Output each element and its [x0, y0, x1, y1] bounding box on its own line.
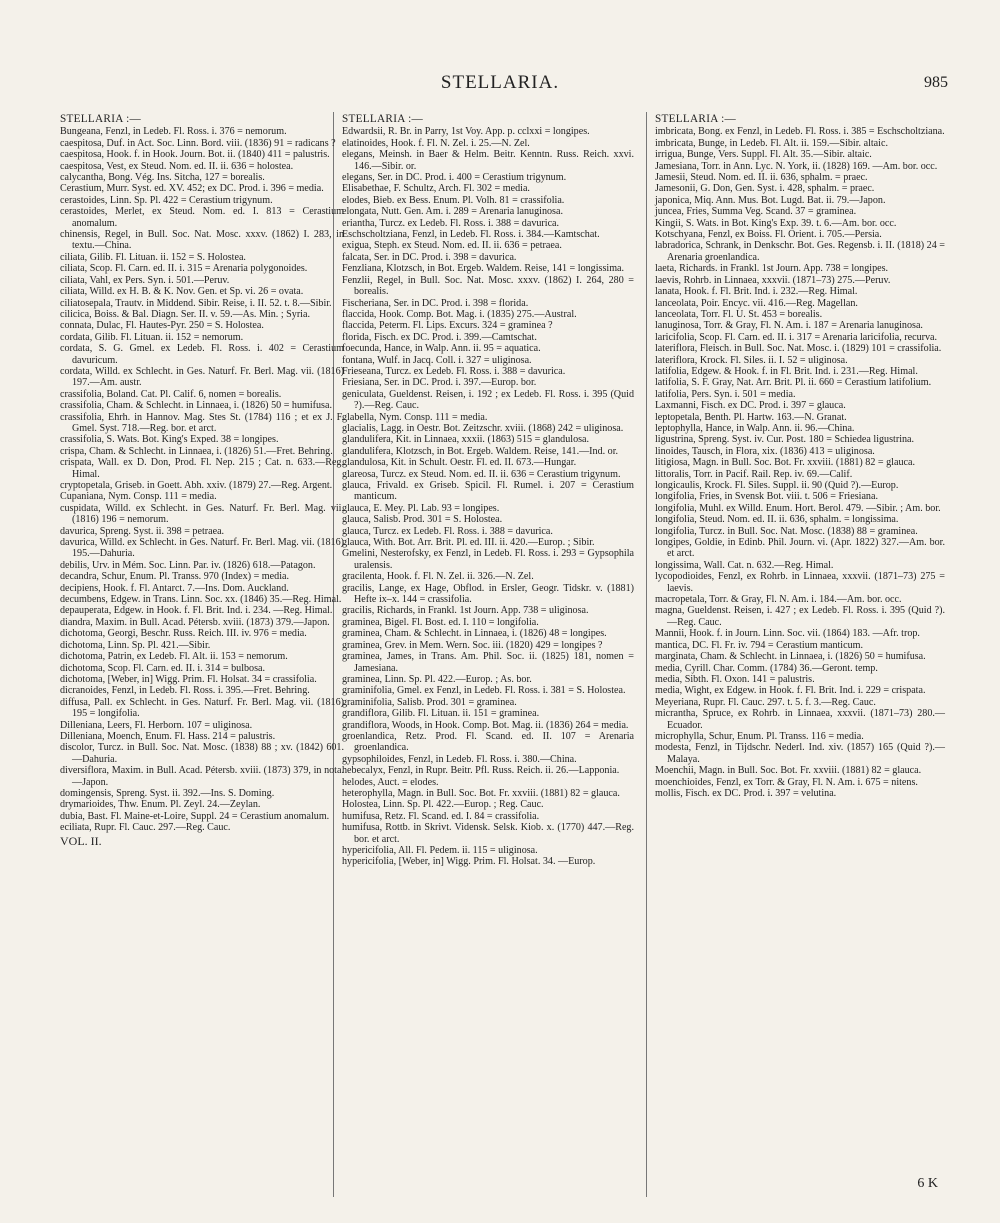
index-entry: decandra, Schur, Enum. Pl. Transs. 970 (Index) = media.: [60, 571, 289, 583]
index-entry: imbricata, Bunge, in Ledeb. Fl. Alt. ii. 159.—Sibir. altaic.: [655, 137, 888, 149]
index-entry: graminea, James, in Trans. Am. Phil. Soc. ii. (1825) 181, nomen = Jamesiana.: [342, 651, 634, 674]
index-entry: elongata, Nutt. Gen. Am. i. 289 = Arenaria lanuginosa.: [342, 206, 563, 218]
column-3: [655, 114, 945, 799]
index-entry: latifolia, S. F. Gray, Nat. Arr. Brit. Pl. ii. 660 = Cerastium latifolium.: [655, 377, 932, 389]
index-entry: glacialis, Lagg. in Oestr. Bot. Zeitzschr. xviii. (1868) 242 = uliginosa.: [342, 422, 624, 434]
index-entry: magna, Gueldenst. Reisen, i. 427 ; ex Ledeb. Fl. Ross. i. 395 (Quid ?).—Reg. Cauc.: [655, 605, 945, 628]
index-entry: glareosa, Turcz. ex Steud. Nom. ed. II. ii. 636 = Cerastium trigynum.: [342, 468, 621, 480]
index-entry: graminea, Bigel. Fl. Bost. ed. I. 110 = longifolia.: [342, 616, 539, 628]
index-entry: lycopodioides, Fenzl, ex Rohrb. in Linnaea, xxxvii. (1871–73) 275 = laevis.: [655, 571, 945, 594]
index-entry: longicaulis, Krock. Fl. Siles. Suppl. ii. 90 (Quid ?).—Europ.: [655, 480, 899, 491]
index-entry: lanceolata, Torr. Fl. U. St. 453 = borealis.: [655, 308, 823, 320]
index-entry: decipiens, Hook. f. Fl. Antarct. 7.—Ins. Dom. Auckland.: [60, 582, 289, 594]
column-2: [342, 114, 634, 868]
entry-list: [655, 126, 945, 799]
index-entry: Holostea, Linn. Sp. Pl. 422.—Europ. ; Reg. Cauc.: [342, 799, 544, 811]
index-entry: longifolia, Steud. Nom. ed. II. ii. 636, sphalm. = longissima.: [655, 514, 899, 526]
index-entry: Moenchii, Magn. in Bull. Soc. Bot. Fr. xxviii. (1881) 82 = glauca.: [655, 765, 922, 777]
index-entry: domingensis, Spreng. Syst. ii. 392.—Ins. S. Doming.: [60, 787, 275, 799]
index-entry: gracilis, Lange, ex Hage, Obflod. in Ersler, Geogr. Tidskr. v. (1881) Hefte ix–x. 144 = crassifolia.: [342, 582, 634, 606]
index-entry: crispata, Wall. ex D. Don, Prod. Fl. Nep. 215 ; Cat. n. 633.—Reg. Himal.: [60, 457, 344, 480]
index-entry: longifolia, Turcz. in Bull. Soc. Nat. Mosc. (1838) 88 = graminea.: [655, 525, 918, 537]
index-entry: glauca, Salisb. Prod. 301 = S. Holostea.: [342, 514, 503, 526]
index-entry: Fenzlii, Regel, in Bull. Soc. Nat. Mosc. xxxv. (1862) I. 264, 280 = borealis.: [342, 274, 634, 298]
index-entry: Jamesonii, G. Don, Gen. Syst. i. 428, sphalm. = praec.: [655, 183, 875, 195]
index-entry: longifolia, Fries, in Svensk Bot. viii. t. 506 = Friesiana.: [655, 491, 878, 503]
index-entry: davurica, Willd. ex Schlecht. in Ges. Naturf. Fr. Berl. Mag. vii. (1816) 195.—Dahuria.: [60, 537, 344, 560]
index-entry: dichotoma, Patrin, ex Ledeb. Fl. Alt. ii. 153 = nemorum.: [60, 651, 288, 663]
index-entry: mantica, DC. Fl. Fr. iv. 794 = Cerastium manticum.: [655, 639, 864, 651]
index-entry: elegans, Ser. in DC. Prod. i. 400 = Cerastium trigynum.: [342, 172, 567, 184]
index-entry: discolor, Turcz. in Bull. Soc. Nat. Mosc. (1838) 88 ; xv. (1842) 601.—Dahuria.: [60, 742, 344, 765]
index-entry: glandulifera, Kit. in Linnaea, xxxii. (1863) 515 = glandulosa.: [342, 434, 590, 446]
index-entry: groenlandica, Retz. Prod. Fl. Scand. ed. II. 107 = Arenaria groenlandica.: [342, 730, 634, 754]
index-entry: crassifolia, Ehrh. in Hannov. Mag. Stes St. (1784) 116 ; et ex J. F. Gmel. Syst. 718.—Reg. bor. et arct.: [60, 411, 344, 434]
index-entry: graminea, Linn. Sp. Pl. 422.—Europ. ; As. bor.: [342, 673, 532, 685]
index-entry: cuspidata, Willd. ex Schlecht. in Ges. Naturf. Fr. Berl. Mag. vii. (1816) 196 = nemorum.: [60, 502, 344, 526]
index-entry: flaccida, Peterm. Fl. Lips. Excurs. 324 = graminea ?: [342, 320, 553, 332]
index-entry: glauca, E. Mey. Pl. Lab. 93 = longipes.: [342, 502, 500, 514]
index-entry: latifolia, Edgew. & Hook. f. in Fl. Brit. Ind. i. 231.—Reg. Himal.: [655, 365, 918, 377]
index-entry: eciliata, Rupr. Fl. Cauc. 297.—Reg. Cauc.: [60, 822, 231, 834]
index-entry: caespitosa, Vest, ex Steud. Nom. ed. II. ii. 636 = holostea.: [60, 160, 294, 172]
index-entry: labradorica, Schrank, in Denkschr. Bot. Ges. Regensb. i. II. (1818) 24 = Arenaria groenlandica.: [655, 240, 945, 263]
index-entry: Bungeana, Fenzl, in Ledeb. Fl. Ross. i. 376 = nemorum.: [60, 126, 287, 138]
index-entry: juncea, Fries, Summa Veg. Scand. 37 = graminea.: [655, 206, 857, 218]
index-entry: litigiosa, Magn. in Bull. Soc. Bot. Fr. xxviii. (1881) 82 = glauca.: [655, 457, 915, 469]
index-entry: foecunda, Hance, in Walp. Ann. ii. 95 = aquatica.: [342, 343, 541, 355]
index-entry: lanuginosa, Torr. & Gray, Fl. N. Am. i. 187 = Arenaria lanuginosa.: [655, 320, 923, 332]
index-entry: dichotoma, Linn. Sp. Pl. 421.—Sibir.: [60, 639, 211, 651]
index-entry: longifolia, Muhl. ex Willd. Enum. Hort. Berol. 479. —Sibir. ; Am. bor.: [655, 502, 941, 514]
index-entry: cilicica, Boiss. & Bal. Diagn. Ser. II. v. 59.—As. Min. ; Syria.: [60, 308, 310, 320]
column-1: [60, 114, 344, 847]
index-entry: dichotoma, [Weber, in] Wigg. Prim. Fl. Holsat. 34 = crassifolia.: [60, 673, 317, 685]
signature-mark: 6 K: [917, 1176, 938, 1191]
index-entry: Cupaniana, Nym. Consp. 111 = media.: [60, 491, 217, 503]
entry-list: [60, 126, 344, 833]
index-entry: lateriflora, Fleisch. in Bull. Soc. Nat. Mosc. i. (1829) 101 = crassifolia.: [655, 343, 942, 355]
index-entry: glandulosa, Kit. in Schult. Oestr. Fl. ed. II. 673.—Hungar.: [342, 457, 577, 469]
index-entry: ciliata, Gilib. Fl. Lituan. ii. 152 = S. Holostea.: [60, 251, 246, 263]
index-entry: Fischeriana, Ser. in DC. Prod. i. 398 = florida.: [342, 297, 529, 309]
index-entry: Meyeriana, Rupr. Fl. Cauc. 297. t. 5. f. 3.—Reg. Cauc.: [655, 696, 876, 708]
index-entry: crassifolia, S. Wats. Bot. King's Exped. 38 = longipes.: [60, 434, 279, 446]
index-entry: Dilleniana, Moench, Enum. Fl. Hass. 214 = palustris.: [60, 730, 276, 742]
index-entry: Laxmanni, Fisch. ex DC. Prod. i. 397 = glauca.: [655, 400, 846, 412]
index-entry: helodes, Auct. = elodes.: [342, 776, 439, 788]
index-entry: hebecalyx, Fenzl, in Rupr. Beitr. Pfl. Russ. Reich. ii. 26.—Lapponia.: [342, 765, 620, 777]
index-entry: hypericifolia, All. Fl. Pedem. ii. 115 = uliginosa.: [342, 845, 538, 856]
index-entry: Jamesiana, Torr. in Ann. Lyc. N. York, ii. (1828) 169. —Am. bor. occ.: [655, 160, 938, 172]
index-entry: gracilis, Richards, in Frankl. 1st Journ. App. 738 = uliginosa.: [342, 605, 589, 617]
running-title: STELLARIA.: [440, 72, 560, 93]
index-entry: connata, Dulac, Fl. Hautes-Pyr. 250 = S. Holostea.: [60, 320, 264, 332]
index-entry: imbricata, Bong. ex Fenzl, in Ledeb. Fl. Ross. i. 385 = Eschscholtziana.: [655, 126, 945, 138]
index-entry: Kingii, S. Wats. in Bot. King's Exp. 39. t. 6.—Am. bor. occ.: [655, 217, 897, 229]
index-entry: glabella, Nym. Consp. 111 = media.: [342, 411, 488, 423]
index-entry: japonica, Miq. Ann. Mus. Bot. Lugd. Bat. ii. 79.—Japon.: [655, 194, 886, 206]
index-entry: mollis, Fisch. ex DC. Prod. i. 397 = velutina.: [655, 787, 837, 799]
index-entry: geniculata, Gueldenst. Reisen, i. 192 ; ex Ledeb. Fl. Ross. i. 395 (Quid ?).—Reg. Cauc.: [342, 388, 634, 412]
index-entry: graminifolia, Gmel. ex Fenzl, in Ledeb. Fl. Ross. i. 381 = S. Holostea.: [342, 685, 626, 697]
index-entry: caespitosa, Duf. in Act. Soc. Linn. Bord. viii. (1836) 91 = radicans ?: [60, 137, 336, 149]
index-entry: Fenzliana, Klotzsch, in Bot. Ergeb. Waldem. Reise, 141 = longissima.: [342, 263, 625, 275]
index-entry: dichotoma, Scop. Fl. Carn. ed. II. i. 314 = bulbosa.: [60, 662, 266, 674]
index-entry: diffusa, Pall. ex Schlecht. in Ges. Naturf. Fr. Berl. Mag. vii. (1816) 195 = longifolia.: [60, 696, 344, 720]
index-entry: littoralis, Torr. in Pacif. Rail. Rep. iv. 69.—Calif.: [655, 468, 853, 480]
index-entry: Eschscholtziana, Fenzl, in Ledeb. Fl. Ross. i. 384.—Kamtschat.: [342, 229, 600, 241]
index-entry: linoides, Tausch, in Flora, xix. (1836) 413 = uliginosa.: [655, 445, 875, 457]
index-entry: laricifolia, Scop. Fl. Carn. ed. II. i. 317 = Arenaria laricifolia, recurva.: [655, 331, 938, 343]
index-entry: fontana, Wulf. in Jacq. Coll. i. 327 = uliginosa.: [342, 354, 532, 366]
column-heading: STELLARIA :—: [60, 113, 141, 125]
index-entry: leptopetala, Benth. Pl. Hartw. 163.—N. Granat.: [655, 411, 847, 423]
index-entry: dubia, Bast. Fl. Maine-et-Loire, Suppl. 24 = Cerastium anomalum.: [60, 810, 330, 822]
index-entry: cerastoides, Merlet, ex Steud. Nom. ed. I. 813 = Cerastium anomalum.: [60, 206, 344, 229]
page-number: 985: [924, 74, 948, 91]
index-entry: diandra, Maxim. in Bull. Acad. Pétersb. xviii. (1873) 379.—Japon.: [60, 616, 330, 628]
index-entry: marginata, Cham. & Schlecht. in Linnaea, i. (1826) 50 = humifusa.: [655, 651, 926, 663]
index-entry: chinensis, Regel, in Bull. Soc. Nat. Mosc. xxxv. (1862) I. 283, in textu.—China.: [60, 229, 344, 252]
index-entry: florida, Fisch. ex DC. Prod. i. 399.—Camtschat.: [342, 331, 537, 343]
volume-label: VOL. II.: [60, 833, 102, 848]
index-entry: humifusa, Rottb. in Skrivt. Vidensk. Selsk. Kiob. x. (1770) 447.—Reg. bor. et arct.: [342, 822, 634, 845]
index-entry: glauca, Frivald. ex Griseb. Spicil. Fl. Rumel. i. 207 = Cerastium manticum.: [342, 480, 634, 503]
index-entry: Edwardsii, R. Br. in Parry, 1st Voy. App. p. cclxxi = longipes.: [342, 126, 590, 138]
index-entry: macropetala, Torr. & Gray, Fl. N. Am. i. 184.—Am. bor. occ.: [655, 594, 902, 606]
index-entry: modesta, Fenzl, in Tijdschr. Nederl. Ind. xiv. (1857) 165 (Quid ?).—Malaya.: [655, 742, 945, 765]
index-entry: longissima, Wall. Cat. n. 632.—Reg. Himal.: [655, 559, 834, 571]
index-entry: eriantha, Turcz. ex Ledeb. Fl. Ross. i. 388 = davurica.: [342, 217, 560, 229]
index-entry: irrigua, Bunge, Vers. Suppl. Fl. Alt. 35.—Sibir. altaic.: [655, 149, 872, 161]
index-entry: cerastoides, Linn. Sp. Pl. 422 = Cerastium trigynum.: [60, 194, 273, 206]
index-entry: glauca, With. Bot. Arr. Brit. Pl. ed. III. ii. 420.—Europ. ; Sibir.: [342, 537, 595, 549]
index-entry: micrantha, Spruce, ex Rohrb. in Linnaea, xxxvii. (1871–73) 280.—Ecuador.: [655, 708, 945, 731]
index-entry: Frieseana, Turcz. ex Ledeb. Fl. Ross. i. 388 = davurica.: [342, 365, 566, 377]
index-entry: caespitosa, Hook. f. in Hook. Journ. Bot. ii. (1840) 411 = palustris.: [60, 149, 330, 161]
index-entry: Mannii, Hook. f. in Journ. Linn. Soc. vii. (1864) 183. —Afr. trop.: [655, 628, 920, 640]
index-entry: gracilenta, Hook. f. Fl. N. Zel. ii. 326.—N. Zel.: [342, 571, 534, 583]
index-entry: grandiflora, Woods, in Hook. Comp. Bot. Mag. ii. (1836) 264 = media.: [342, 719, 629, 731]
entry-list: [342, 126, 634, 867]
index-entry: longipes, Goldie, in Edinb. Phil. Journ. vi. (Apr. 1822) 327.—Am. bor. et arct.: [655, 537, 945, 560]
index-entry: davurica, Spreng. Syst. ii. 398 = petraea.: [60, 525, 225, 537]
column-heading: STELLARIA :—: [655, 113, 736, 125]
index-entry: lanceolata, Poir. Encyc. vii. 416.—Reg. Magellan.: [655, 297, 858, 309]
index-entry: drymarioides, Thw. Enum. Pl. Zeyl. 24.—Zeylan.: [60, 799, 261, 811]
index-entry: Dilleniana, Leers, Fl. Herborn. 107 = uliginosa.: [60, 719, 253, 731]
index-entry: media, Sibth. Fl. Oxon. 141 = palustris.: [655, 673, 815, 685]
index-entry: glandulifera, Klotzsch, in Bot. Ergeb. Waldem. Reise, 141.—Ind. or.: [342, 445, 619, 457]
index-entry: cryptopetala, Griseb. in Goett. Abh. xxiv. (1879) 27.—Reg. Argent.: [60, 480, 333, 491]
index-entry: glauca, Turcz. ex Ledeb. Fl. Ross. i. 388 = davurica.: [342, 525, 553, 537]
index-entry: graminea, Grev. in Mem. Wern. Soc. iii. (1820) 429 = longipes ?: [342, 639, 603, 651]
index-entry: cordata, Gilib. Fl. Lituan. ii. 152 = nemorum.: [60, 331, 244, 343]
index-entry: Cerastium, Murr. Syst. ed. XV. 452; ex DC. Prod. i. 396 = media.: [60, 183, 324, 195]
index-entry: dicranoides, Fenzl, in Ledeb. Fl. Ross. i. 395.—Fret. Behring.: [60, 685, 310, 697]
index-entry: ciliata, Vahl, ex Pers. Syn. i. 501.—Peruv.: [60, 274, 230, 286]
column-heading: STELLARIA :—: [342, 113, 423, 125]
index-entry: microphylla, Schur, Enum. Pl. Transs. 116 = media.: [655, 730, 864, 742]
index-entry: Kotschyana, Fenzl, ex Boiss. Fl. Orient. i. 705.—Persia.: [655, 229, 882, 241]
index-entry: media, Cyrill. Char. Comm. (1784) 36.—Geront. temp.: [655, 662, 878, 674]
index-entry: cordata, S. G. Gmel. ex Ledeb. Fl. Ross. i. 402 = Cerastium davuricum.: [60, 343, 344, 366]
index-entry: elegans, Meinsh. in Baer & Helm. Beitr. Kenntn. Russ. Reich. xxvi. 146.—Sibir. or.: [342, 149, 634, 172]
index-entry: humifusa, Retz. Fl. Scand. ed. I. 84 = crassifolia.: [342, 810, 540, 822]
index-entry: graminea, Cham. & Schlecht. in Linnaea, i. (1826) 48 = longipes.: [342, 628, 607, 640]
index-entry: hypericifolia, [Weber, in] Wigg. Prim. Fl. Holsat. 34. —Europ.: [342, 856, 596, 868]
index-entry: diversiflora, Maxim. in Bull. Acad. Pétersb. xviii. (1873) 379, in nota.—Japon.: [60, 765, 344, 788]
index-entry: grandiflora, Gilib. Fl. Lituan. ii. 151 = graminea.: [342, 708, 540, 720]
index-entry: Gmelini, Nesterofsky, ex Fenzl, in Ledeb. Fl. Ross. i. 293 = Gypsophila uralensis.: [342, 548, 634, 571]
index-entry: gypsophiloides, Fenzl, in Ledeb. Fl. Ross. i. 380.—China.: [342, 753, 577, 765]
index-entry: elatinoides, Hook. f. Fl. N. Zel. i. 25.—N. Zel.: [342, 137, 530, 149]
index-entry: latifolia, Pers. Syn. i. 501 = media.: [655, 388, 796, 400]
index-entry: laevis, Rohrb. in Linnaea, xxxvii. (1871–73) 275.—Peruv.: [655, 274, 891, 286]
index-entry: media, Wight, ex Edgew. in Hook. f. Fl. Brit. Ind. i. 229 = crispata.: [655, 685, 926, 697]
index-entry: exigua, Steph. ex Steud. Nom. ed. II. ii. 636 = petraea.: [342, 240, 562, 252]
index-entry: moenchioides, Fenzl, ex Torr. & Gray, Fl. N. Am. i. 675 = nitens.: [655, 776, 918, 788]
index-entry: crispa, Cham. & Schlecht. in Linnaea, i. (1826) 51.—Fret. Behring.: [60, 445, 333, 457]
index-entry: decumbens, Edgew. in Trans. Linn. Soc. xx. (1846) 35.—Reg. Himal.: [60, 594, 342, 606]
index-entry: depauperata, Edgew. in Hook. f. Fl. Brit. Ind. i. 234. —Reg. Himal.: [60, 605, 333, 617]
index-entry: ligustrina, Spreng. Syst. iv. Cur. Post. 180 = Schiedea ligustrina.: [655, 434, 915, 446]
index-entry: cordata, Willd. ex Schlecht. in Ges. Naturf. Fr. Berl. Mag. vii. (1816) 197.—Am. austr.: [60, 365, 344, 389]
index-entry: calycantha, Bong. Vég. Ins. Sitcha, 127 = borealis.: [60, 172, 265, 184]
index-entry: lateriflora, Krock. Fl. Siles. ii. I. 52 = uliginosa.: [655, 354, 848, 366]
index-entry: heterophylla, Magn. in Bull. Soc. Bot. Fr. xxviii. (1881) 82 = glauca.: [342, 787, 620, 799]
index-entry: dichotoma, Georgi, Beschr. Russ. Reich. III. iv. 976 = media.: [60, 628, 307, 640]
index-entry: debilis, Urv. in Mém. Soc. Linn. Par. iv. (1826) 618.—Patagon.: [60, 559, 316, 571]
index-entry: ciliata, Willd. ex H. B. & K. Nov. Gen. et Sp. vi. 26 = ovata.: [60, 286, 304, 298]
index-entry: Elisabethae, F. Schultz, Arch. Fl. 302 = media.: [342, 183, 530, 195]
index-entry: ciliatosepala, Trautv. in Middend. Sibir. Reise, i. II. 52. t. 8.—Sibir.: [60, 297, 332, 309]
index-entry: ciliata, Scop. Fl. Carn. ed. II. i. 315 = Arenaria polygonoides.: [60, 263, 308, 275]
index-entry: lanata, Hook. f. Fl. Brit. Ind. i. 232.—Reg. Himal.: [655, 286, 858, 298]
index-entry: Friesiana, Ser. in DC. Prod. i. 397.—Europ. bor.: [342, 377, 537, 389]
index-entry: flaccida, Hook. Comp. Bot. Mag. i. (1835) 275.—Austral.: [342, 308, 577, 320]
index-entry: leptophylla, Hance, in Walp. Ann. ii. 96.—China.: [655, 422, 855, 434]
column-divider: [646, 112, 647, 1197]
index-entry: graminifolia, Salisb. Prod. 301 = graminea.: [342, 696, 517, 708]
index-entry: crassifolia, Cham. & Schlecht. in Linnaea, i. (1826) 50 = humifusa.: [60, 400, 332, 412]
index-entry: elodes, Bieb. ex Bess. Enum. Pl. Volh. 81 = crassifolia.: [342, 194, 565, 206]
index-entry: crassifolia, Boland. Cat. Pl. Calif. 6, nomen = borealis.: [60, 388, 282, 400]
index-entry: Jamesii, Steud. Nom. ed. II. ii. 636, sphalm. = praec.: [655, 172, 868, 184]
index-entry: laeta, Richards. in Frankl. 1st Journ. App. 738 = longipes.: [655, 263, 889, 275]
index-entry: falcata, Ser. in DC. Prod. i. 398 = davurica.: [342, 251, 517, 263]
